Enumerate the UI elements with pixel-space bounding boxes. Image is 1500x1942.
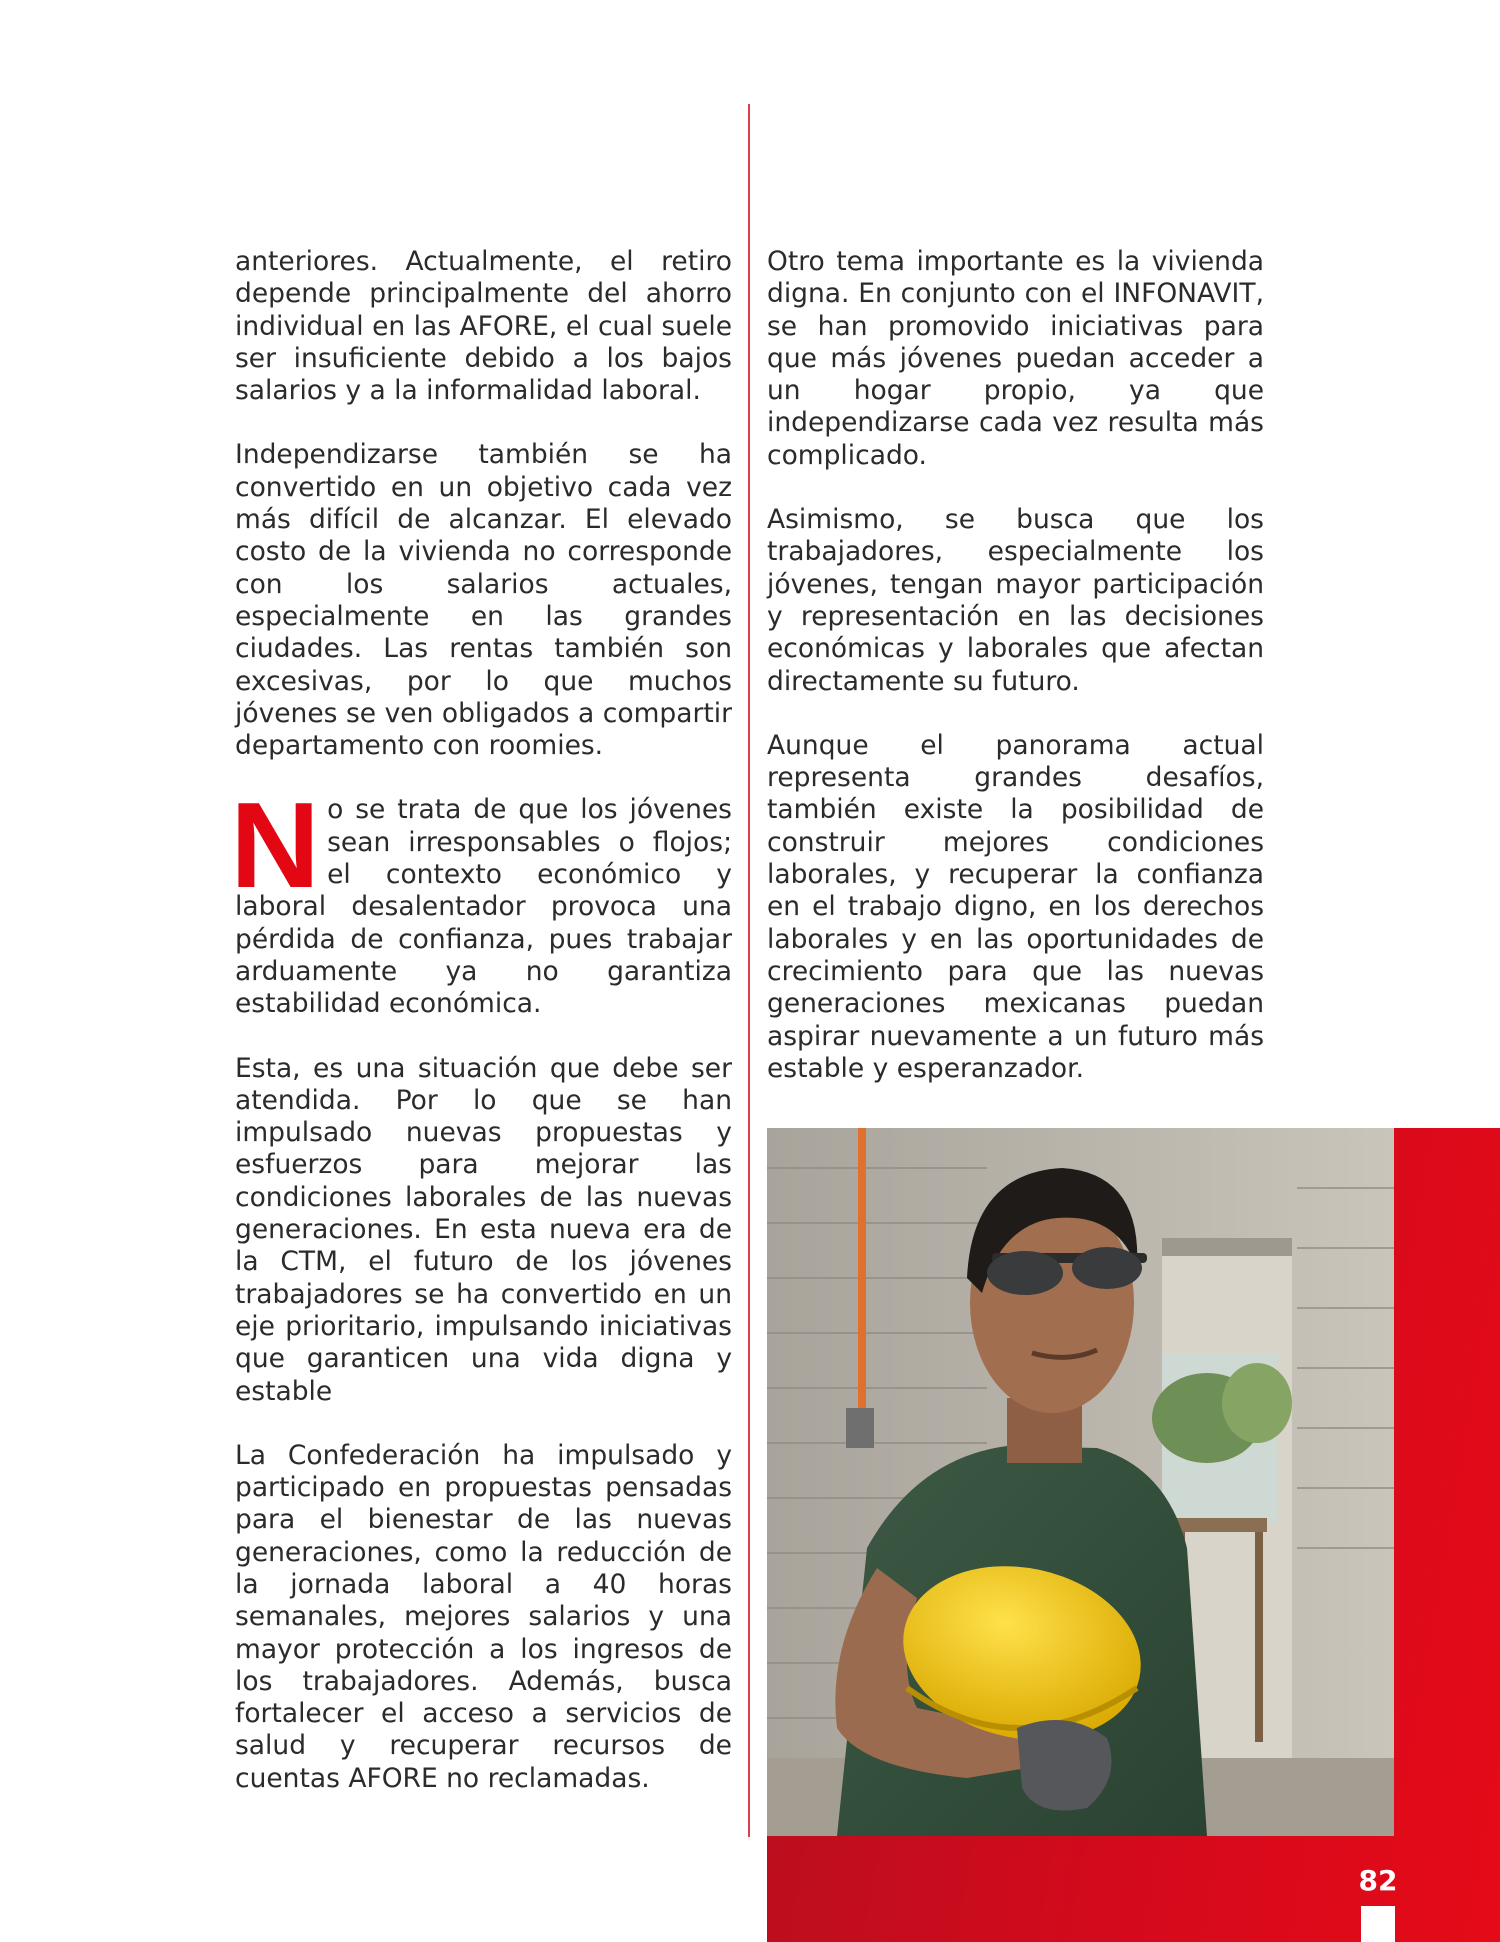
paragraph-dropcap-text: o se trata de que los jóvenes sean irresponsables o flojos; el contexto económico y laboral desalentador provoca una pérdida de confianza, pues trabajar arduamente ya no garantiza estabilidad económica. — [235, 794, 732, 1020]
page-marker-square — [1361, 1906, 1395, 1942]
column-divider — [748, 104, 750, 1837]
paragraph-independizarse: Independizarse también se ha convertido en un objetivo cada vez más difícil de alcanzar. El elevado costo de la vivienda no corresponde con los salarios actuales, especialmente en las grandes ciudades. Las rentas también son excesivas, por lo que muchos jóvenes se ven obligados a compartir departamento con roomies. — [235, 439, 732, 762]
paragraph-panorama: Aunque el panorama actual representa grandes desafíos, también existe la posibilidad de construir mejores condiciones laborales, y recuperar la confianza en el trabajo digno, en los derechos laborales y en las oportunidades de crecimiento para que las nuevas generaciones mexicanas puedan aspirar nuevamente a un futuro más estable y esperanzador. — [767, 729, 1264, 1084]
paragraph-dropcap — [230, 777, 732, 1020]
worker-photo — [767, 1128, 1394, 1836]
paragraph-retiro: anteriores. Actualmente, el retiro depende principalmente del ahorro individual en las AFORE, el cual suele ser insuficiente debido a los bajos salarios y a la informalidad laboral. — [235, 246, 732, 407]
paragraph-participacion: Asimismo, se busca que los trabajadores, especialmente los jóvenes, tengan mayor participación y representación en las decisiones económicas y laborales que afectan directamente su futuro. — [767, 504, 1264, 697]
right-column — [767, 246, 1264, 1117]
drop-cap-letter: N — [230, 777, 320, 914]
paragraph-confederacion: La Confederación ha impulsado y participado en propuestas pensadas para el bienestar de las nuevas generaciones, como la reducción de la jornada laboral a 40 horas semanales, mejores salarios y una mayor protección a los ingresos de los trabajadores. Además, busca fortalecer el acceso a servicios de salud y recuperar recursos de cuentas AFORE no reclamadas. — [235, 1439, 732, 1794]
left-column — [230, 246, 732, 1827]
page-number: 82 — [1358, 1864, 1398, 1897]
paragraph-situacion: Esta, es una situación que debe ser atendida. Por lo que se han impulsado nuevas propuestas y esfuerzos para mejorar las condiciones laborales de las nuevas generaciones. En esta nueva era de la CTM, el futuro de los jóvenes trabajadores se ha convertido en un eje prioritario, impulsando iniciativas que garanticen una vida digna y estable — [235, 1052, 732, 1407]
paragraph-vivienda: Otro tema importante es la vivienda digna. En conjunto con el INFONAVIT, se han promovido iniciativas para que más jóvenes puedan acceder a un hogar propio, ya que independizarse cada vez resulta más complicado. — [767, 246, 1264, 471]
